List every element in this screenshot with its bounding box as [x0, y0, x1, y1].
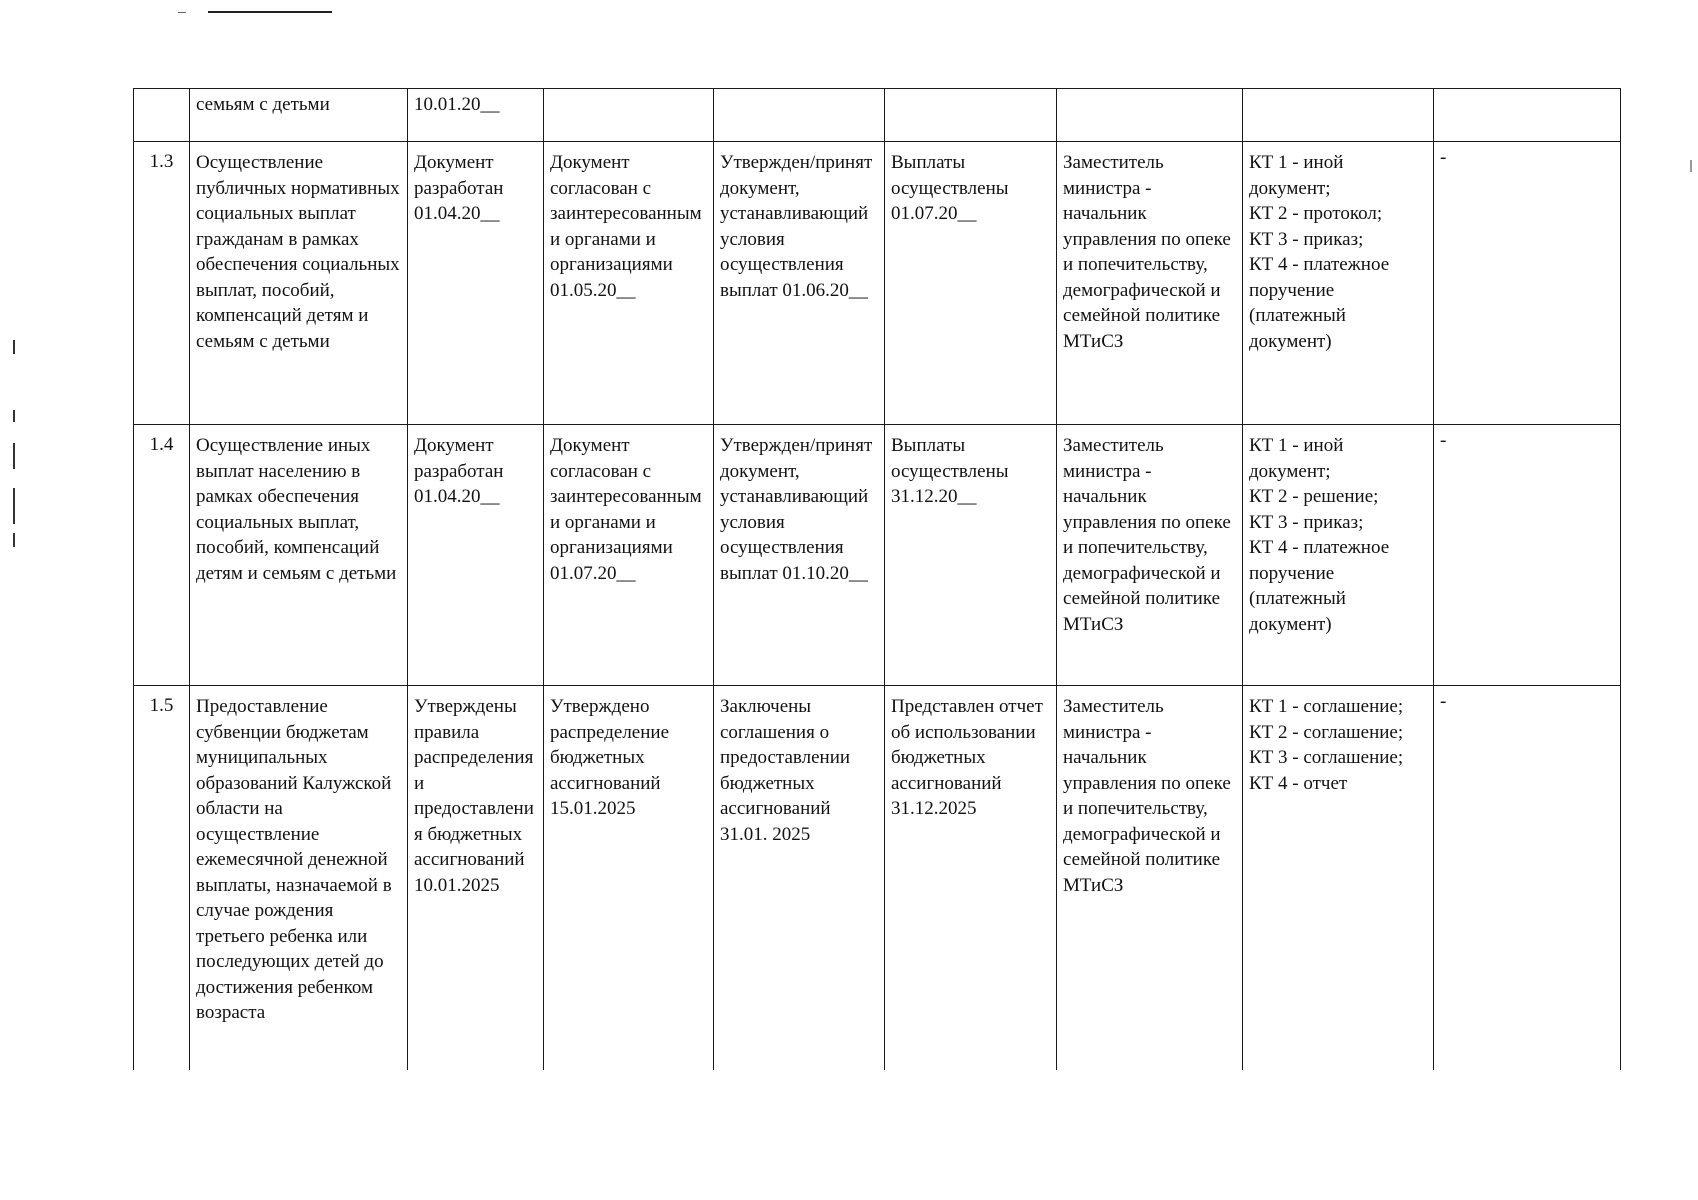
control-point-3: Утвержден/принят документ, устанавливающий условия осуществления выплат 01.06.20__ — [714, 142, 885, 425]
row-number: 1.3 — [134, 142, 190, 425]
control-point-4: Представлен отчет об использовании бюджетных ассигнований 31.12.2025 — [885, 686, 1057, 1071]
event-name: Осуществление иных выплат населению в рамках обеспечения социальных выплат, пособий, компенсаций детям и семьям с детьми — [190, 425, 408, 686]
control-point-2: Документ согласован с заинтересованными органами и организациями 01.07.20__ — [544, 425, 714, 686]
control-point-2: Утверждено распределение бюджетных ассигнований 15.01.2025 — [544, 686, 714, 1071]
control-point-4: Выплаты осуществлены 01.07.20__ — [885, 142, 1057, 425]
control-point-1: 10.01.20__ — [408, 89, 544, 142]
control-point-2 — [544, 89, 714, 142]
control-point-3 — [714, 89, 885, 142]
control-point-3: Заключены соглашения о предоставлении бюджетных ассигнований 31.01. 2025 — [714, 686, 885, 1071]
note: - — [1434, 142, 1621, 425]
control-point-4 — [885, 89, 1057, 142]
responsible-person — [1057, 89, 1243, 142]
scan-artifact — [1690, 160, 1692, 172]
table-row — [134, 686, 1621, 1071]
control-point-1: Документ разработан 01.04.20__ — [408, 142, 544, 425]
control-point-2: Документ согласован с заинтересованными органами и организациями 01.05.20__ — [544, 142, 714, 425]
control-point-3: Утвержден/принят документ, устанавливающий условия осуществления выплат 01.10.20__ — [714, 425, 885, 686]
responsible-person: Заместитель министра - начальник управления по опеке и попечительству, демографической и семейной политике МТиСЗ — [1057, 142, 1243, 425]
confirming-documents — [1243, 686, 1434, 1071]
event-name: семьям с детьми — [190, 89, 408, 142]
plan-table — [133, 88, 1621, 1070]
note: - — [1434, 425, 1621, 686]
responsible-person: Заместитель министра - начальник управления по опеке и попечительству, демографической и семейной политике МТиСЗ — [1057, 425, 1243, 686]
note: - — [1434, 686, 1621, 1071]
event-name: Предоставление субвенции бюджетам муниципальных образований Калужской области на осуществление ежемесячной денежной выплаты, назначаемой в случае рождения третьего ребенка или последующих детей до достижения ребенком возраста — [190, 686, 408, 1071]
control-point-1: Утверждены правила распределения и предоставления бюджетных ассигнований 10.01.2025 — [408, 686, 544, 1071]
responsible-person: Заместитель министра - начальник управления по опеке и попечительству, демографической и семейной политике МТиСЗ — [1057, 686, 1243, 1071]
confirming-documents — [1243, 89, 1434, 142]
confirming-documents — [1243, 425, 1434, 686]
event-name: Осуществление публичных нормативных социальных выплат гражданам в рамках обеспечения социальных выплат, пособий, компенсаций детям и семьям с детьми — [190, 142, 408, 425]
margin-scan-marks — [13, 340, 17, 550]
scan-artifact — [178, 12, 186, 13]
row-number: 1.5 — [134, 686, 190, 1071]
control-point-4: Выплаты осуществлены 31.12.20__ — [885, 425, 1057, 686]
scan-artifact — [208, 11, 332, 13]
note — [1434, 89, 1621, 142]
documents-list: КТ 1 - соглашение; КТ 2 - соглашение; КТ 3 - соглашение; КТ 4 - отчет — [1249, 696, 1404, 794]
confirming-documents — [1243, 142, 1434, 425]
control-point-1: Документ разработан 01.04.20__ — [408, 425, 544, 686]
table-row — [134, 425, 1621, 686]
table-row — [134, 142, 1621, 425]
documents-list: КТ 1 - иной документ; КТ 2 - решение; КТ 3 - приказ; КТ 4 - платежное поручение (платежный документ) — [1249, 435, 1390, 635]
row-number: 1.4 — [134, 425, 190, 686]
table-row — [134, 89, 1621, 142]
documents-list: КТ 1 - иной документ; КТ 2 - протокол; КТ 3 - приказ; КТ 4 - платежное поручение (платежный документ) — [1249, 152, 1390, 352]
row-number — [134, 89, 190, 142]
